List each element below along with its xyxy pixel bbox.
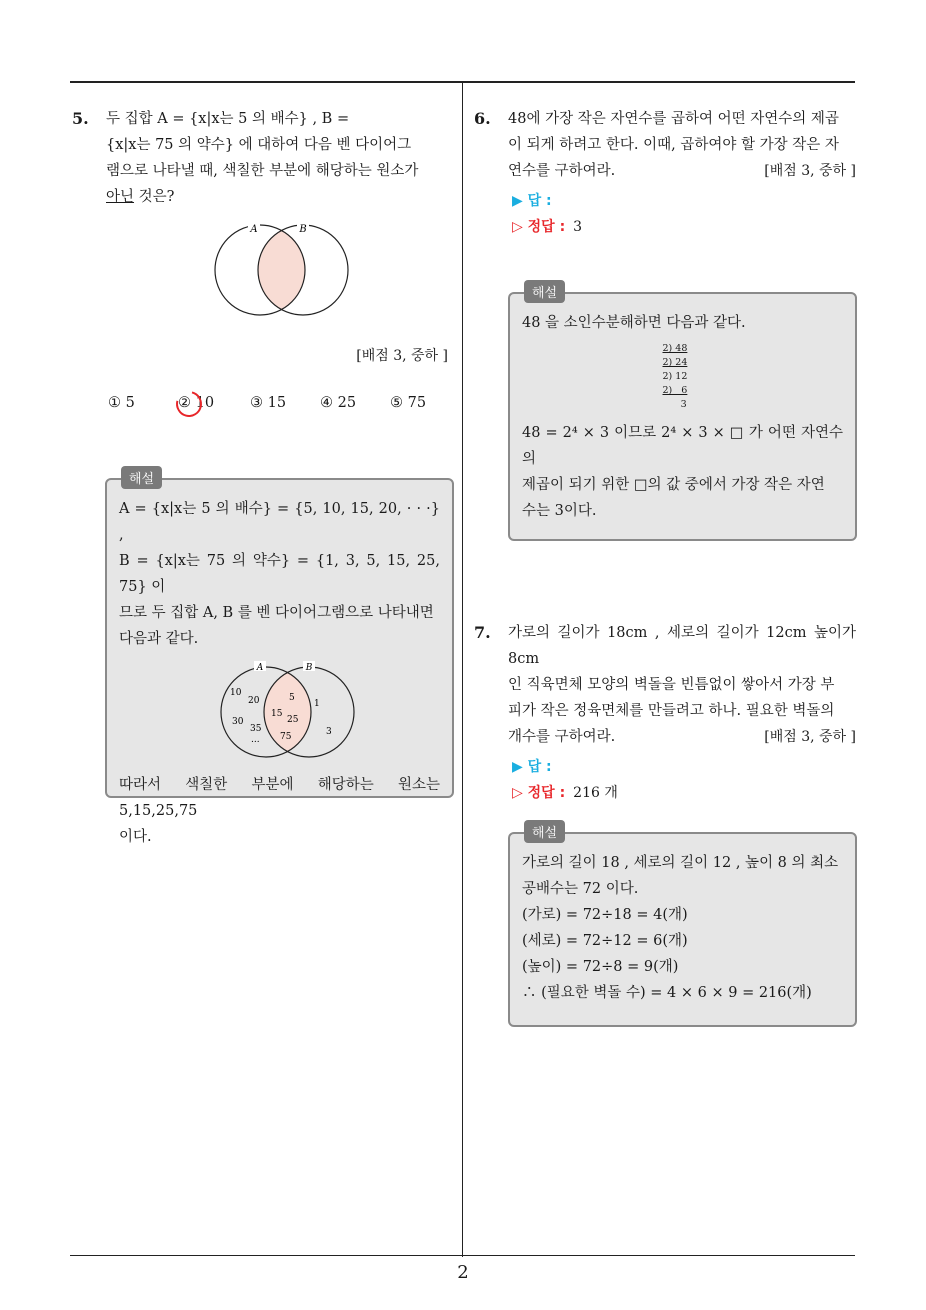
q5-score: [배점 3, 중하 ] [356,348,448,364]
question-text: 가로의 길이가 18cm , 세로의 길이가 12cm 높이가 8cm 인 직육면체 모양의 벽돌을 빈틈없이 쌓아서 가장 부 피가 작은 정육면체를 만들려고 하나. 필요한 벽돌의 개수를 구하여라. [배점 3, 중하 ] [508,620,856,750]
explanation-tag: 해설 [524,820,565,843]
choice-1[interactable]: ① 5 [108,395,135,411]
choice-3[interactable]: ③ 15 [250,395,287,411]
svg-text:25: 25 [287,715,299,725]
correct-answer-value: 3 [573,219,583,235]
svg-text:10: 10 [230,688,242,698]
correct-answer-label: ▷ 정답 : [512,219,566,235]
explanation-tag: 해설 [121,466,162,489]
q6-explanation: 해설 48 을 소인수분해하면 다음과 같다. 2) 48 2) 24 2) 12 2) 6 3 48 = 2⁴ × 3 이므로 2⁴ × 3 × □ 가 어떤 자연수의 제곱이 되기 위한 □의 값 중에서 가장 작은 자연 수는 3이다. [508,292,857,541]
question-6 [474,106,856,240]
venn-diagram [205,220,355,325]
venn-label-a: A [250,224,258,235]
correct-answer-label: ▷ 정답 : [512,785,566,801]
choice-4[interactable]: ④ 25 [320,395,357,411]
svg-text:30: 30 [232,717,244,727]
svg-text:75: 75 [280,732,292,742]
question-7 [474,620,856,806]
correct-answer-value: 216 개 [573,785,618,801]
q7-explanation: 해설 가로의 길이 18 , 세로의 길이 12 , 높이 8 의 최소 공배수는 72 이다. (가로) = 72÷18 = 4(개) (세로) = 72÷12 = 6(개) (높이) = 72÷8 = 9(개) ∴ (필요한 벽돌 수) = 4 × 6 × 9 = 216(개) [508,832,857,1027]
svg-text:35: 35 [250,724,262,734]
venn-diagram-filled [211,658,361,766]
svg-text:1: 1 [314,699,320,709]
answer-input-label: ▶ 답 : [512,193,552,209]
answer-circle-mark [171,386,207,422]
svg-text:15: 15 [271,709,283,719]
venn-label-b: B [299,224,307,235]
question-text: 48에 가장 작은 자연수를 곱하여 어떤 자연수의 제곱 이 되게 하려고 한다. 이때, 곱하여야 할 가장 작은 자 연수를 구하여라. [배점 3, 중하 ] [508,106,856,184]
choice-2[interactable]: ② 10 [178,395,215,411]
svg-text:5: 5 [289,693,295,703]
question-number: 7. [474,623,491,642]
svg-text:...: ... [251,735,260,745]
question-number: 6. [474,109,491,128]
answer-input-label: ▶ 답 : [512,759,552,775]
bottom-rule [70,1255,855,1256]
choice-5[interactable]: ⑤ 75 [390,395,427,411]
q5-explanation: 해설 A = {x|x는 5 의 배수} = {5, 10, 15, 20, · · ·} , B = {x|x는 75 의 약수} = {1, 3, 5, 15, 25, 75} 이 므로 두 집합 A, B 를 벤 다이어그램으로 나타내면 다음과 같다. A B 10 20 30 35 ... 5 15 25 75 1 3 따라서 색칠한 부분에 해당하는 원소는 5,15,25,75 이다. [105,478,454,798]
question-text: 두 집합 A = {x|x는 5 의 배수} , B = {x|x는 75 의 약수} 에 대하여 다음 벤 다이어그 램으로 나타낼 때, 색칠한 부분에 해당하는 원소가 아닌 것은? [106,111,419,205]
svg-text:A: A [256,663,264,673]
svg-text:20: 20 [248,696,260,706]
prime-factorization-ladder: 2) 48 2) 24 2) 12 2) 6 3 [662,343,688,410]
question-number: 5. [72,109,89,128]
explanation-tag: 해설 [524,280,565,303]
svg-text:B: B [305,663,313,673]
q6-score: [배점 3, 중하 ] [764,163,856,179]
question-5 [72,106,454,210]
svg-text:3: 3 [326,727,332,737]
q7-score: [배점 3, 중하 ] [764,729,856,745]
column-divider [462,82,463,1257]
page-number: 2 [457,1262,469,1283]
